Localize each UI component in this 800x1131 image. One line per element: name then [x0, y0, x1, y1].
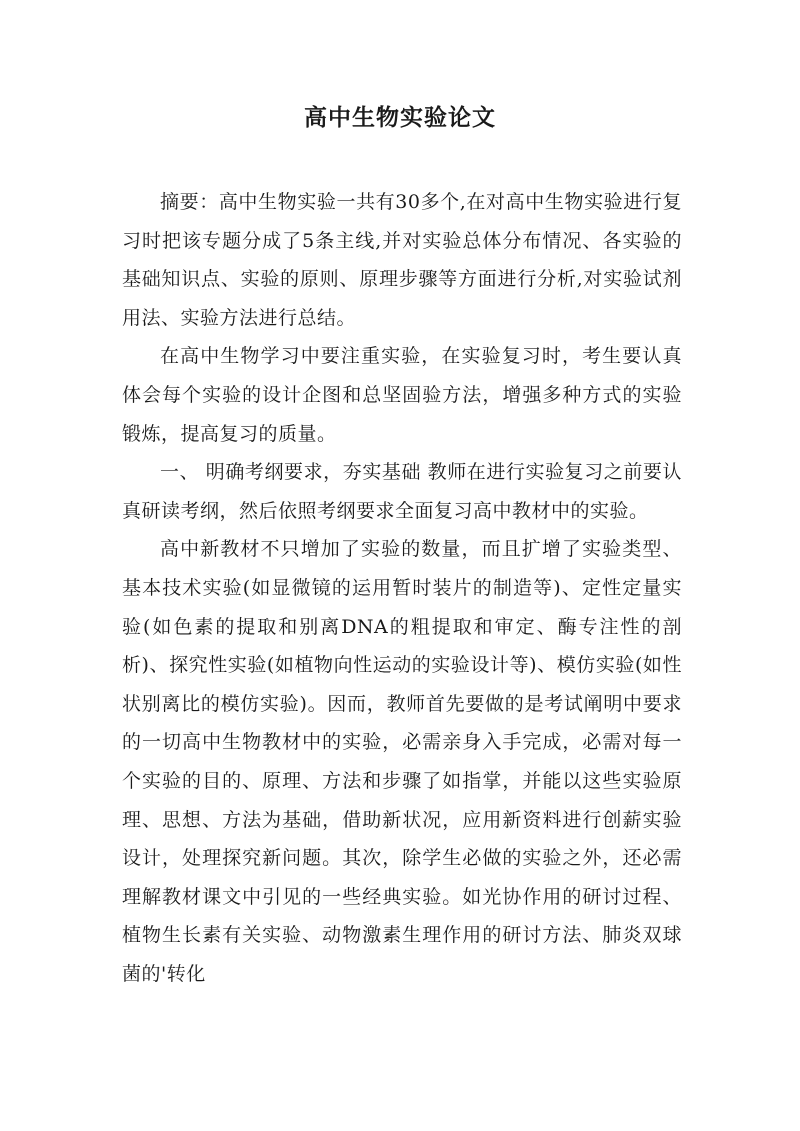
document-title: 高中生物实验论文: [304, 105, 496, 131]
body-paragraph: 高中新教材不只增加了实验的数量，而且扩增了实验类型、基本技术实验(如显微镜的运用暂时装片的制造等)、定性定量实验(如色素的提取和别离DNA的粗提取和审定、酶专注性的剖析)、探究性实验(如植物向性运动的实验设计等)、模仿实验(如性状别离比的模仿实验)。因而，教师首先要做的是考试阐明中要求的一切高中生物教材中的实验，必需亲身入手完成，必需对每一个实验的目的、原理、方法和步骤了如指掌，并能以这些实验原理、思想、方法为基础，借助新状况，应用新资料进行创薪实验设计，处理探究新问题。其次，除学生必做的实验之外，还必需理解教材课文中引见的一些经典实验。如光协作用的研讨过程、植物生长素有关实验、动物激素生理作用的研讨方法、肺炎双球菌的'转化: [122, 538, 682, 985]
body-paragraph: 在高中生物学习中要注重实验，在实验复习时，考生要认真体会每个实验的设计企图和总坚固验方法，增强多种方式的实验锻炼，提高复习的质量。: [122, 345, 682, 445]
document-body: [122, 183, 682, 993]
abstract-paragraph: 摘要：高中生物实验一共有30多个,在对高中生物实验进行复习时把该专题分成了5条主线,并对实验总体分布情况、各实验的基础知识点、实验的原则、原理步骤等方面进行分析,对实验试剂用法、实验方法进行总结。: [122, 191, 682, 329]
section-one-paragraph: 一、 明确考纲要求，夯实基础 教师在进行实验复习之前要认真研读考纲，然后依照考纲要求全面复习高中教材中的实验。: [122, 461, 682, 522]
